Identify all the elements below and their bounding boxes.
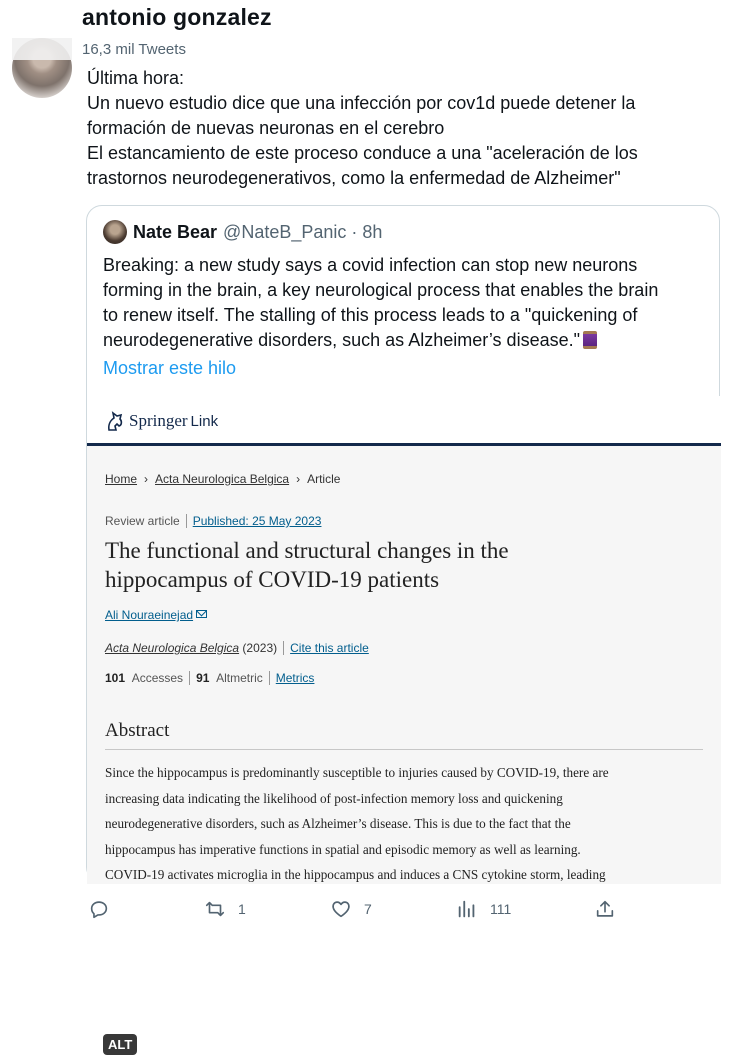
meta-divider xyxy=(283,641,284,655)
tweet-line: Última hora: xyxy=(87,68,185,88)
meta-divider xyxy=(186,514,187,528)
abstract-heading: Abstract xyxy=(105,720,170,741)
quoted-time[interactable]: 8h xyxy=(362,221,383,242)
mail-icon xyxy=(196,610,207,618)
journal-name: Acta Neurologica Belgica xyxy=(105,641,240,655)
thread-spool-icon xyxy=(583,331,597,349)
tweet-count: 16,3 mil Tweets xyxy=(82,41,186,58)
like-count: 7 xyxy=(364,901,372,917)
separator-dot: · xyxy=(351,221,358,242)
article-author-name: Ali Nouraeinejad xyxy=(105,608,194,622)
retweet-count: 1 xyxy=(238,901,246,917)
quoted-line-last xyxy=(103,328,708,353)
quoted-line: to renew itself. The stalling of this process leads to a "quickening of xyxy=(103,305,638,325)
article-author xyxy=(105,608,207,622)
abstract-line: COVID-19 activates microglia in the hippocampus and induces a CNS cytokine storm, leading xyxy=(105,867,606,882)
retweet-button[interactable] xyxy=(204,898,246,920)
author-avatar[interactable] xyxy=(12,38,72,98)
views-button[interactable] xyxy=(456,898,511,920)
quoted-line: Breaking: a new study says a covid infection can stop new neurons xyxy=(103,255,638,275)
quoted-author-name[interactable]: Nate Bear xyxy=(133,221,218,242)
meta-divider xyxy=(189,671,190,685)
article-title xyxy=(105,536,509,594)
abstract-text xyxy=(105,760,705,888)
tweet-line: trastornos neurodegenerativos, como la enfermedad de Alzheimer" xyxy=(87,168,621,188)
show-thread-link[interactable]: Mostrar este hilo xyxy=(103,358,237,378)
tweet-line: formación de nuevas neuronas en el cerebro xyxy=(87,118,445,138)
altmetric-label: Altmetric xyxy=(216,671,263,685)
share-button[interactable] xyxy=(594,898,616,920)
tweet-header xyxy=(82,4,272,31)
views-chart-icon xyxy=(456,898,478,920)
accesses-count: 101 xyxy=(105,671,126,685)
reply-icon xyxy=(88,898,110,920)
breadcrumb-home: Home xyxy=(105,472,138,486)
abstract-line: Since the hippocampus is predominantly susceptible to injuries caused by COVID-19, there are xyxy=(105,765,609,780)
published-date: Published: 25 May 2023 xyxy=(192,514,322,528)
quoted-author-handle[interactable]: @NateB_Panic xyxy=(223,221,347,242)
abstract-divider xyxy=(105,749,703,750)
tweet-actions xyxy=(86,898,626,926)
share-icon xyxy=(594,898,616,920)
tweet-text xyxy=(87,66,727,191)
accesses-label: Accesses xyxy=(131,671,184,685)
article-type: Review article xyxy=(105,514,180,528)
journal-year: (2023) xyxy=(242,641,278,655)
springer-brand-suffix: Link xyxy=(190,412,219,430)
article-meta xyxy=(105,514,321,528)
quoted-author-avatar[interactable] xyxy=(103,220,127,244)
quoted-line: forming in the brain, a key neurological process that enables the brain xyxy=(103,280,659,300)
author-name[interactable]: antonio gonzalez xyxy=(82,4,272,30)
retweet-icon xyxy=(204,898,226,920)
article-title-line: The functional and structural changes in the xyxy=(105,538,509,563)
breadcrumb-current: Article xyxy=(307,472,341,486)
breadcrumb xyxy=(105,472,340,486)
springer-horse-icon xyxy=(105,410,125,432)
quoted-tweet-text xyxy=(103,253,708,353)
article-title-line: hippocampus of COVID-19 patients xyxy=(105,567,440,592)
metrics-line xyxy=(105,671,314,685)
metrics-link: Metrics xyxy=(275,671,315,685)
alt-text-badge[interactable]: ALT xyxy=(103,1034,137,1055)
altmetric-count: 91 xyxy=(196,671,210,685)
springer-logo xyxy=(105,410,218,432)
abstract-line: hippocampus has imperative functions in spatial and episodic memory as well as learning. xyxy=(105,841,581,857)
breadcrumb-journal: Acta Neurologica Belgica xyxy=(155,472,290,486)
quoted-tweet-header xyxy=(103,220,382,244)
heart-icon xyxy=(330,898,352,920)
springer-brand: Springer xyxy=(129,411,188,430)
springer-header xyxy=(87,396,721,446)
abstract-line: neurodegenerative disorders, such as Alzheimer’s disease. This is due to the fact that the xyxy=(105,816,571,831)
avatar-mask xyxy=(12,38,72,60)
abstract-line: increasing data indicating the likelihood of post-infection memory loss and quickening xyxy=(105,790,563,806)
views-count: 111 xyxy=(490,901,512,917)
cite-link: Cite this article xyxy=(290,641,369,655)
reply-button[interactable] xyxy=(88,898,122,920)
breadcrumb-separator: › xyxy=(296,472,301,486)
breadcrumb-separator: › xyxy=(144,472,149,486)
tweet-line: Un nuevo estudio dice que una infección por cov1d puede detener la xyxy=(87,93,636,113)
meta-divider xyxy=(269,671,270,685)
journal-line xyxy=(105,641,369,655)
like-button[interactable] xyxy=(330,898,372,920)
tweet-line: El estancamiento de este proceso conduce a una "aceleración de los xyxy=(87,143,638,163)
quoted-line: neurodegenerative disorders, such as Alzheimer’s disease." xyxy=(103,330,580,350)
